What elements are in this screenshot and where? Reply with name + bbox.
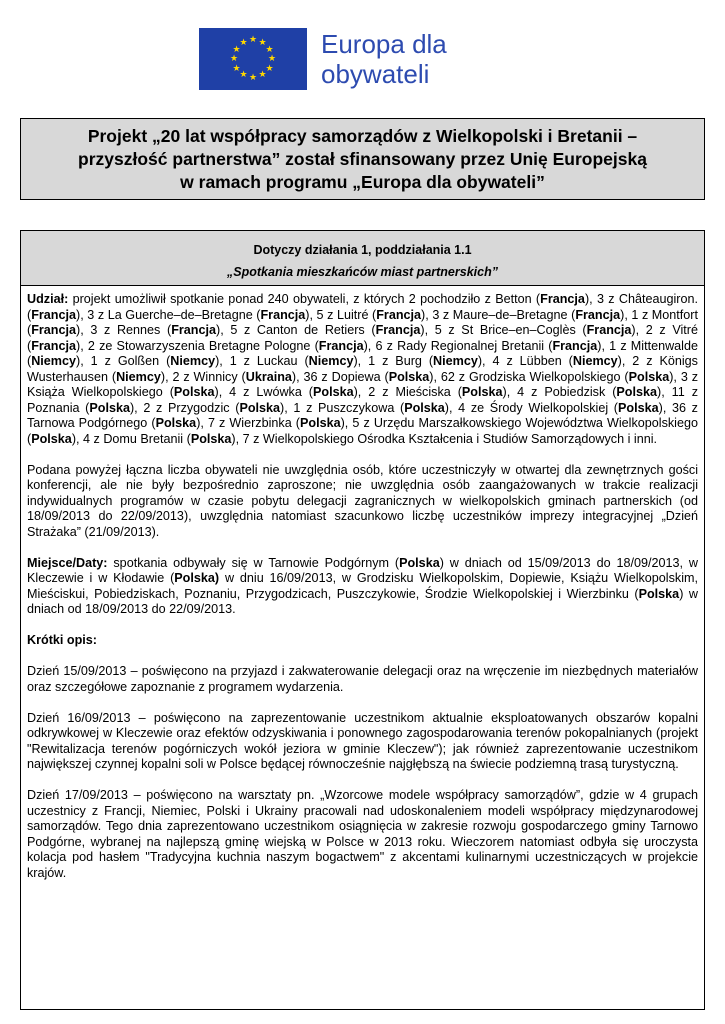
- participant-entry: 11 z Poznania (: [27, 385, 698, 415]
- places-text-1: spotkania odbywały się w Tarnowie Podgórnym (: [107, 555, 400, 570]
- star-icon: ★: [268, 54, 277, 64]
- measure-subtitle: „Spotkania mieszkańców miast partnerskich”: [227, 265, 498, 279]
- participant-entry: 2 z Vitré (: [27, 323, 698, 353]
- day-1-paragraph: Dzień 15/09/2013 – poświęcono na przyjazd i zakwaterowanie delegacji oraz na wręczenie im niezbędnych materiałów oraz szczegółowe zapoznanie z programem wydarzenia.: [27, 664, 698, 694]
- brand-name: [321, 29, 447, 89]
- participant-entry-suffix: ),: [214, 385, 230, 399]
- participant-country: Polska: [616, 385, 658, 399]
- participant-country: Polska: [313, 385, 354, 399]
- short-desc-label-text: Krótki opis:: [27, 633, 97, 647]
- participant-entry-suffix: ),: [421, 307, 433, 322]
- participant-entry: 62 z Grodziska Wielkopolskiego (: [440, 369, 629, 384]
- participant-entry: 2 z Winnicy (: [172, 369, 246, 384]
- participant-country: Francja: [171, 323, 216, 337]
- places-country-3: Polska: [638, 586, 680, 601]
- participant-entry: 36 z Tarnowa Podgórnego (: [27, 400, 698, 430]
- participant-country: Francja: [586, 323, 632, 337]
- participant-country: Polska: [239, 400, 281, 415]
- participant-entry-suffix: ),: [231, 431, 243, 446]
- participant-entry: 2 z Przygodzic (: [143, 400, 240, 415]
- participant-country: Polska: [89, 400, 130, 415]
- participant-country: Francja: [31, 323, 77, 337]
- participant-entry: 5 z Urzędu Marszałkowskiego Województwa Wielkopolskiego (: [27, 416, 698, 446]
- participation-intro: projekt umożliwił spotkanie ponad 240 obywateli, z których 2 pochodziło z Betton (: [72, 292, 541, 306]
- participant-entry-suffix: ),: [444, 400, 459, 415]
- participant-country: Polska: [618, 400, 659, 415]
- star-icon: ★: [239, 70, 248, 81]
- participant-entry: 1 z Mittenwalde (: [27, 338, 698, 368]
- places-text-4: ) w dniach od 18/09/2013 do 22/09/2013.: [27, 586, 698, 616]
- participant-country: Polska: [173, 385, 215, 399]
- main-content-box: [20, 230, 705, 1010]
- places-text-3: w dniu 16/09/2013, w Grodzisku Wielkopolskim, Dopiewie, Książu Wielkopolskim, Mieściskui, Pobiedziskach, Poznaniu, Przygodzicach, Puszczykowie, Środzie Wielkopolskiej i Wierzbinku (: [27, 571, 698, 601]
- project-title: [68, 125, 657, 194]
- participant-entry: 3 z La Guerche–de–Bretagne (: [87, 307, 261, 322]
- star-icon: ★: [230, 54, 239, 64]
- participant-entry: 1 z Burg (: [368, 354, 434, 368]
- participant-country: Niemcy: [116, 369, 161, 384]
- brand-line-1: Europa dla: [321, 29, 447, 59]
- star-icon: ★: [258, 70, 267, 81]
- participant-entry: 2 z Mieściska (: [368, 385, 462, 399]
- participant-entry-suffix: ),: [420, 323, 435, 337]
- participant-entry-suffix: ),: [76, 354, 91, 368]
- short-desc-label: [27, 633, 698, 649]
- participant-country: Polska: [155, 416, 197, 430]
- star-icon: ★: [239, 37, 248, 48]
- measure-label: Dotyczy działania 1, poddziałania 1.1: [253, 243, 472, 257]
- participant-country: Niemcy: [31, 354, 77, 368]
- participant-country: Polska: [461, 385, 503, 399]
- participant-entry-suffix: ),: [196, 416, 208, 430]
- day-3-paragraph: Dzień 17/09/2013 – poświęcono na warsztaty pn. „Wzorcowe modele współpracy samorządów”, gdzie w 4 grupach uczestnicy z Francji, Niemiec, Polski i Ukrainy pracowali nad udoskonaleniem modeli współpracy międzynarodowej samorządów. Tego dnia zaprezentowano uczestnikom osiągnięcia w zakresie rozwoju gospodarczego gminy Tarnowo Podgórne, wybranej na najlepszą gminę wiejską w Polsce w 2013 roku. Wieczorem natomiast odbyła się uroczysta kolacja pod hasłem "Tradycyjna kuchnia naszym bogactwem" z akcentami kulinarnymi uczestniczących w projekcie krajów.: [27, 788, 698, 880]
- star-icon: ★: [249, 35, 258, 45]
- participation-first-country: Francja: [540, 292, 585, 306]
- participant-entry: 2 z Königs Wusterhausen (: [27, 354, 698, 384]
- participation-label: Udział:: [27, 292, 69, 306]
- participant-entry: 5 z Canton de Retiers (: [230, 323, 376, 337]
- content-body: [21, 286, 704, 881]
- participation-paragraph: [27, 292, 698, 447]
- participant-entry-suffix: ),: [76, 338, 88, 353]
- participant-entry: 1 z Puszczykowa (: [293, 400, 405, 415]
- participant-entry: 4 ze Środy Wielkopolskiej (: [458, 400, 619, 415]
- participant-entry: 3 z Książa Wielkopolskiego (: [27, 369, 699, 399]
- places-country-1: Polska: [399, 555, 440, 570]
- participant-country: Niemcy: [170, 354, 216, 368]
- participant-entry-suffix: ),: [658, 400, 672, 415]
- star-icon: ★: [232, 44, 241, 55]
- participant-entry: 3 z Châteaugiron. (: [27, 292, 699, 322]
- participant-country: Francja: [552, 338, 598, 353]
- participant-country: Polska: [388, 369, 430, 384]
- participant-entry: 4 z Pobiedzisk (: [517, 385, 617, 399]
- participant-country: Niemcy: [433, 354, 478, 368]
- participant-entry-suffix: ),: [129, 400, 144, 415]
- participant-country: Polska: [628, 369, 670, 384]
- project-title-line-2: przyszłość partnerstwa” został sfinansowany przez Unię Europejską: [78, 148, 647, 169]
- participant-entry-suffix: ),: [597, 338, 610, 353]
- participant-entry: 4 z Lübben (: [492, 354, 573, 368]
- participant-country: Francja: [376, 307, 422, 322]
- note-paragraph: Podana powyżej łączna liczba obywateli nie uwzględnia osób, które uczestniczyły w otwartej dla zewnętrznych gości konferencji, ale nie były bezpośrednio zaproszone; nie uwzględnia osób zaangażowanych w trakcie realizacji indywidualnych programów w czasie pobytu delegacji zagranicznych w wielkopolskich gminach partnerskich (od 18/09/2013 do 22/09/2013), uwzględnia natomiast szacunkowo liczbę uczestników imprezy integracyjnej „Dzień Strażaka” (21/09/2013).: [27, 462, 698, 539]
- participant-country: Polska: [404, 400, 445, 415]
- participant-entry-suffix: ),: [657, 385, 672, 399]
- participation-entries: [27, 292, 698, 446]
- participant-entry-suffix: ),: [215, 354, 230, 368]
- day-2-paragraph: Dzień 16/09/2013 – poświęcono na zaprezentowanie uczestnikom aktualnie eksploatowanych obszarów kopalni odkrywkowej w Kleczewie oraz efektów odzyskiwania i ponownego zagospodarowania terenów pokopalnianych (projekt "Rewitalizacja terenów pogórniczych wokół jeziora w gminie Kleczew"); jak również zaprezentowanie uczestnikom największej czynnej kopalni soli w Polsce będącej równocześnie najgłębszą na świecie podziemną trasą turystyczną.: [27, 710, 698, 771]
- participant-entry: 3 z Rennes (: [90, 323, 172, 337]
- participant-entry: 7 z Wierzbinka (: [207, 416, 300, 430]
- participant-entry: 4 z Domu Bretanii (: [83, 431, 191, 446]
- participant-entry-suffix: ),: [502, 385, 518, 399]
- participant-entry: 3 z Maure–de–Bretagne (: [432, 307, 576, 322]
- participant-entry-suffix: ),: [340, 416, 353, 430]
- participant-country: Polska: [31, 431, 72, 446]
- participant-entry-suffix: ),: [669, 369, 681, 384]
- project-title-line-1: Projekt „20 lat współpracy samorządów z Wielkopolski i Bretanii –: [87, 125, 638, 146]
- participant-country: Niemcy: [308, 354, 354, 368]
- action-header: [21, 231, 704, 286]
- participant-entry-suffix: ),: [71, 431, 84, 446]
- participant-country: Francja: [31, 307, 77, 322]
- participant-entry: 2 ze Stowarzyszenia Bretagne Pologne (: [87, 338, 319, 353]
- participant-entry-suffix: ),: [160, 369, 173, 384]
- participant-entry-suffix: ),: [363, 338, 376, 353]
- participant-entry: 5 z St Brice–en–Coglès (: [434, 323, 587, 337]
- participant-entry-suffix: ),: [76, 307, 88, 322]
- brand-line-2: obywateli: [321, 59, 430, 89]
- participant-entry: 1 z Luckau (: [229, 354, 309, 368]
- participant-country: Francja: [31, 338, 77, 353]
- participant-country: Niemcy: [572, 354, 618, 368]
- participant-entry: 4 z Lwówka (: [229, 385, 313, 399]
- participant-entry-suffix: ),: [76, 323, 91, 337]
- participant-entry-suffix: ),: [216, 323, 231, 337]
- participant-country: Francja: [260, 307, 306, 322]
- header: [199, 28, 447, 92]
- participant-entry-suffix: ),: [291, 369, 304, 384]
- participant-country: Francja: [575, 307, 621, 322]
- participant-entry-suffix: ),: [631, 323, 646, 337]
- places-country-2: Polska): [174, 571, 220, 585]
- participant-entry-suffix: ),: [280, 400, 294, 415]
- participant-country: Polska: [299, 416, 341, 430]
- eu-flag-icon: [199, 28, 307, 90]
- participant-country: Francja: [375, 323, 421, 337]
- participant-entry: 7 z Wielkopolskiego Ośrodka Kształcenia i Studiów Samorządowych i inni.: [242, 431, 658, 446]
- star-icon: ★: [265, 63, 274, 74]
- participant-entry: 36 z Dopiewa (: [303, 369, 389, 384]
- participant-entry-suffix: ),: [620, 307, 632, 322]
- star-icon: ★: [232, 63, 241, 74]
- participant-country: Ukraina: [245, 369, 292, 384]
- participant-entry-suffix: ),: [305, 307, 317, 322]
- project-title-line-3: w ramach programu „Europa dla obywateli”: [180, 171, 545, 192]
- participant-entry-suffix: ),: [353, 385, 369, 399]
- places-label: Miejsce/Daty:: [27, 555, 108, 570]
- participant-entry-suffix: ),: [353, 354, 369, 368]
- places-text-2: ) w dniach od 15/09/2013 do 18/09/2013, w Kleczewie i w Kłodawie (: [27, 555, 698, 585]
- participant-entry-suffix: ),: [617, 354, 633, 368]
- participant-entry: 1 z Golßen (: [90, 354, 171, 368]
- participant-entry: 1 z Montfort (: [27, 307, 699, 337]
- participant-entry-suffix: ),: [429, 369, 441, 384]
- participant-entry: 6 z Rady Regionalnej Bretanii (: [375, 338, 553, 353]
- star-icon: ★: [249, 73, 258, 83]
- participant-country: Francja: [318, 338, 364, 353]
- star-icon: ★: [258, 37, 267, 48]
- places-paragraph: [27, 556, 698, 618]
- star-icon: ★: [265, 44, 274, 55]
- participant-entry: 5 z Luitré (: [316, 307, 377, 322]
- participant-entry-suffix: ),: [477, 354, 493, 368]
- participant-country: Polska: [190, 431, 232, 446]
- participation-first-post: ),: [584, 292, 597, 306]
- project-title-box: [20, 118, 705, 200]
